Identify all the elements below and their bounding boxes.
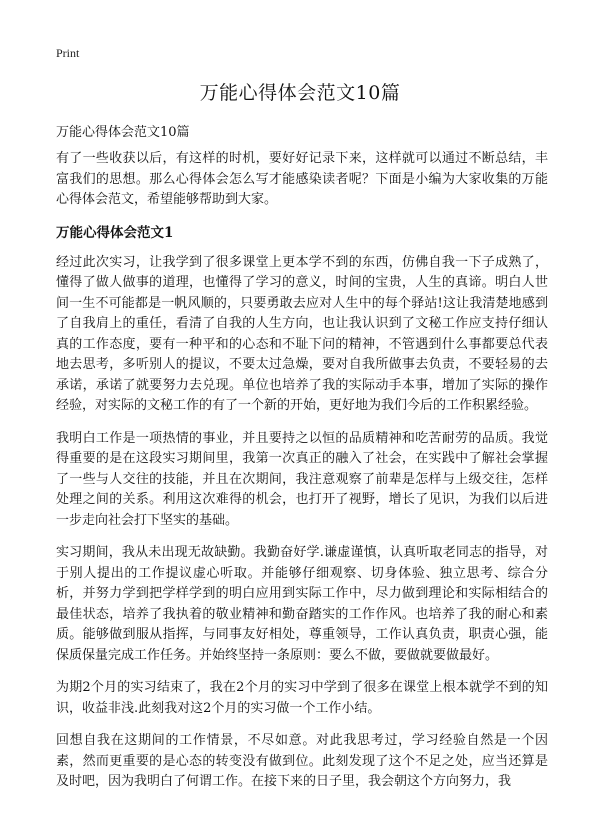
body-paragraph-5: 回想自我在这期间的工作情景，不尽如意。对此我思考过，学习经验自然是一个因素，然而更重要的是心态的转变没有做到位。此刻发现了这个不足之处，应当还算是及时吧，因为我明白了何谓工作。在接下来的日子里，我会朝这个方向努力，我 xyxy=(56,733,548,789)
page-title: 万能心得体会范文10篇 xyxy=(199,82,401,104)
body-paragraph-3: 实习期间，我从未出现无故缺勤。我勤奋好学.谦虚谨慎，认真听取老同志的指导，对于别人提出的工作提议虚心听取。并能够仔细观察、切身体验、独立思考、综合分析，并努力学到把学样学到的明白应用到实际工作中，尽力做到理论和实际相结合的最佳状态，培养了我执着的敬业精神和勤奋踏实的工作作风。也培养了我的耐心和素质。能够做到服从指挥，与同事友好相处，尊重领导，工作认真负责，职责心强，能保质保量完成工作任务。并始终坚持一条原则：要么不做，要做就要做最好。 xyxy=(56,545,548,663)
document-body xyxy=(56,149,548,805)
section-heading: 万能心得体会范文1 xyxy=(56,224,174,241)
print-link[interactable]: Print xyxy=(56,46,80,60)
body-paragraph-4: 为期2个月的实习结束了，我在2个月的实习中学到了很多在课堂上根本就学不到的知识，收益非浅.此刻我对这2个月的实习做一个工作小结。 xyxy=(56,680,548,716)
document-subtitle: 万能心得体会范文10篇 xyxy=(56,125,190,140)
body-paragraph-2: 我明白工作是一项热情的事业，并且要持之以恒的品质精神和吃苦耐劳的品质。我觉得重要的是在这段实习期间里，我第一次真正的融入了社会，在实践中了解社会掌握了一些与人交往的技能，并且在次期间，我注意观察了前辈是怎样与上级交往，怎样处理之间的关系。利用这次难得的机会，也打开了视野，增长了见识，为我们以后进一步走向社会打下坚实的基础。 xyxy=(56,430,548,528)
body-paragraph-1: 经过此次实习，让我学到了很多课堂上更本学不到的东西，仿佛自我一下子成熟了，懂得了做人做事的道理，也懂得了学习的意义，时间的宝贵，人生的真谛。明白人世间一生不可能都是一帆风顺的，只要勇敢去应对人生中的每个驿站!这让我清楚地感到了自我肩上的重任，看清了自我的人生方向，也让我认识到了文秘工作应支持仔细认真的工作态度，要有一种平和的心态和不耻下问的精神，不管遇到什么事都要总代表地去思考，多听别人的提议，不要太过急燥，要对自我所做事去负责，不要轻易的去承诺，承诺了就要努力去兑现。单位也培养了我的实际动手本事，增加了实际的操作经验，对实际的文秘工作的有了一个新的开始，更好地为我们今后的工作积累经验。 xyxy=(56,254,548,413)
intro-paragraph: 有了一些收获以后，有这样的时机，要好好记录下来，这样就可以通过不断总结，丰富我们的思想。那么心得体会怎么写才能感染读者呢？下面是小编为大家收集的万能心得体会范文，希望能够帮助到大家。 xyxy=(56,151,548,207)
